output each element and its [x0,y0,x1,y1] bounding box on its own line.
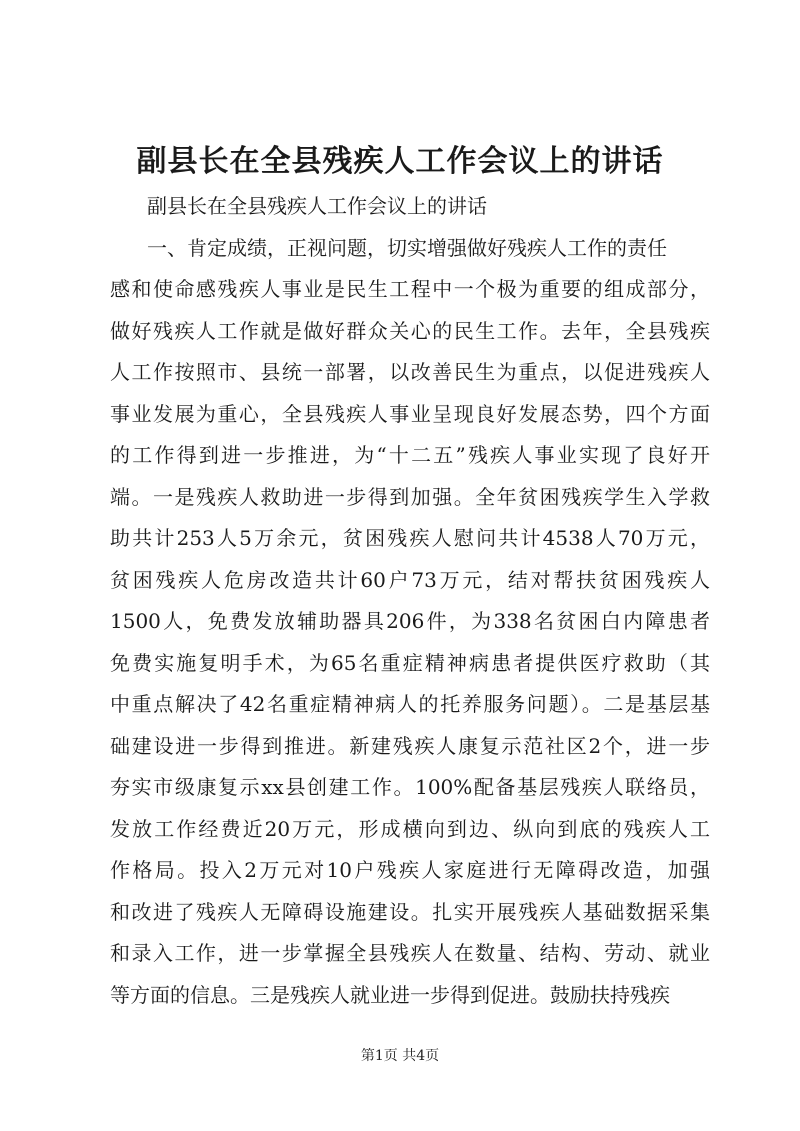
paragraph-line: 做好残疾人工作就是做好群众关心的民生工作。去年，全县残疾 [110,318,710,343]
paragraph-line: 夯实市级康复示xx县创建工作。100%配备基层残疾人联络员， [110,775,710,799]
paragraph-line: 和录入工作，进一步掌握全县残疾人在数量、结构、劳动、就业 [110,941,710,965]
paragraph-line: 贫困残疾人危房改造共计60户73万元，结对帮扶贫困残疾人 [110,567,710,592]
paragraph-line: 和改进了残疾人无障碍设施建设。扎实开展残疾人基础数据采集 [110,899,710,924]
paragraph-line: 端。一是残疾人救助进一步得到加强。全年贫困残疾学生入学救 [110,484,710,509]
page-number-footer: 第1页 共4页 [360,1048,440,1064]
paragraph-line: 1500人，免费发放辅助器具206件，为338名贫困白内障患者 [110,609,710,633]
paragraph-line: 一、肯定成绩，正视问题，切实增强做好残疾人工作的责任 [147,235,667,260]
paragraph-line: 等方面的信息。三是残疾人就业进一步得到促进。鼓励扶持残疾 [110,982,670,1007]
paragraph-line: 免费实施复明手术，为65名重症精神病患者提供医疗救助（其 [110,650,710,675]
paragraph-line: 助共计253人5万余元，贫困残疾人慰问共计4538人70万元， [110,526,710,550]
paragraph-line: 人工作按照市、县统一部署，以改善民生为重点，以促进残疾人 [110,360,710,384]
paragraph-line: 的工作得到进一步推进，为“十二五”残疾人事业实现了良好开 [110,443,710,467]
paragraph-line: 作格局。投入2万元对10户残疾人家庭进行无障碍改造，加强 [110,858,710,882]
paragraph-line: 中重点解决了42名重症精神病人的托养服务问题）。二是基层基 [110,692,710,716]
paragraph-line: 感和使命感残疾人事业是民生工程中一个极为重要的组成部分， [110,277,710,301]
paragraph-line: 事业发展为重心，全县残疾人事业呈现良好发展态势，四个方面 [110,401,710,426]
document-body [110,186,710,1016]
paragraph-line: 础建设进一步得到推进。新建残疾人康复示范社区2个，进一步 [110,733,710,758]
subtitle-line: 副县长在全县残疾人工作会议上的讲话 [147,194,487,218]
document-title: 副县长在全县残疾人工作会议上的讲话 [136,144,664,179]
paragraph-line: 发放工作经费近20万元，形成横向到边、纵向到底的残疾人工 [110,816,710,841]
